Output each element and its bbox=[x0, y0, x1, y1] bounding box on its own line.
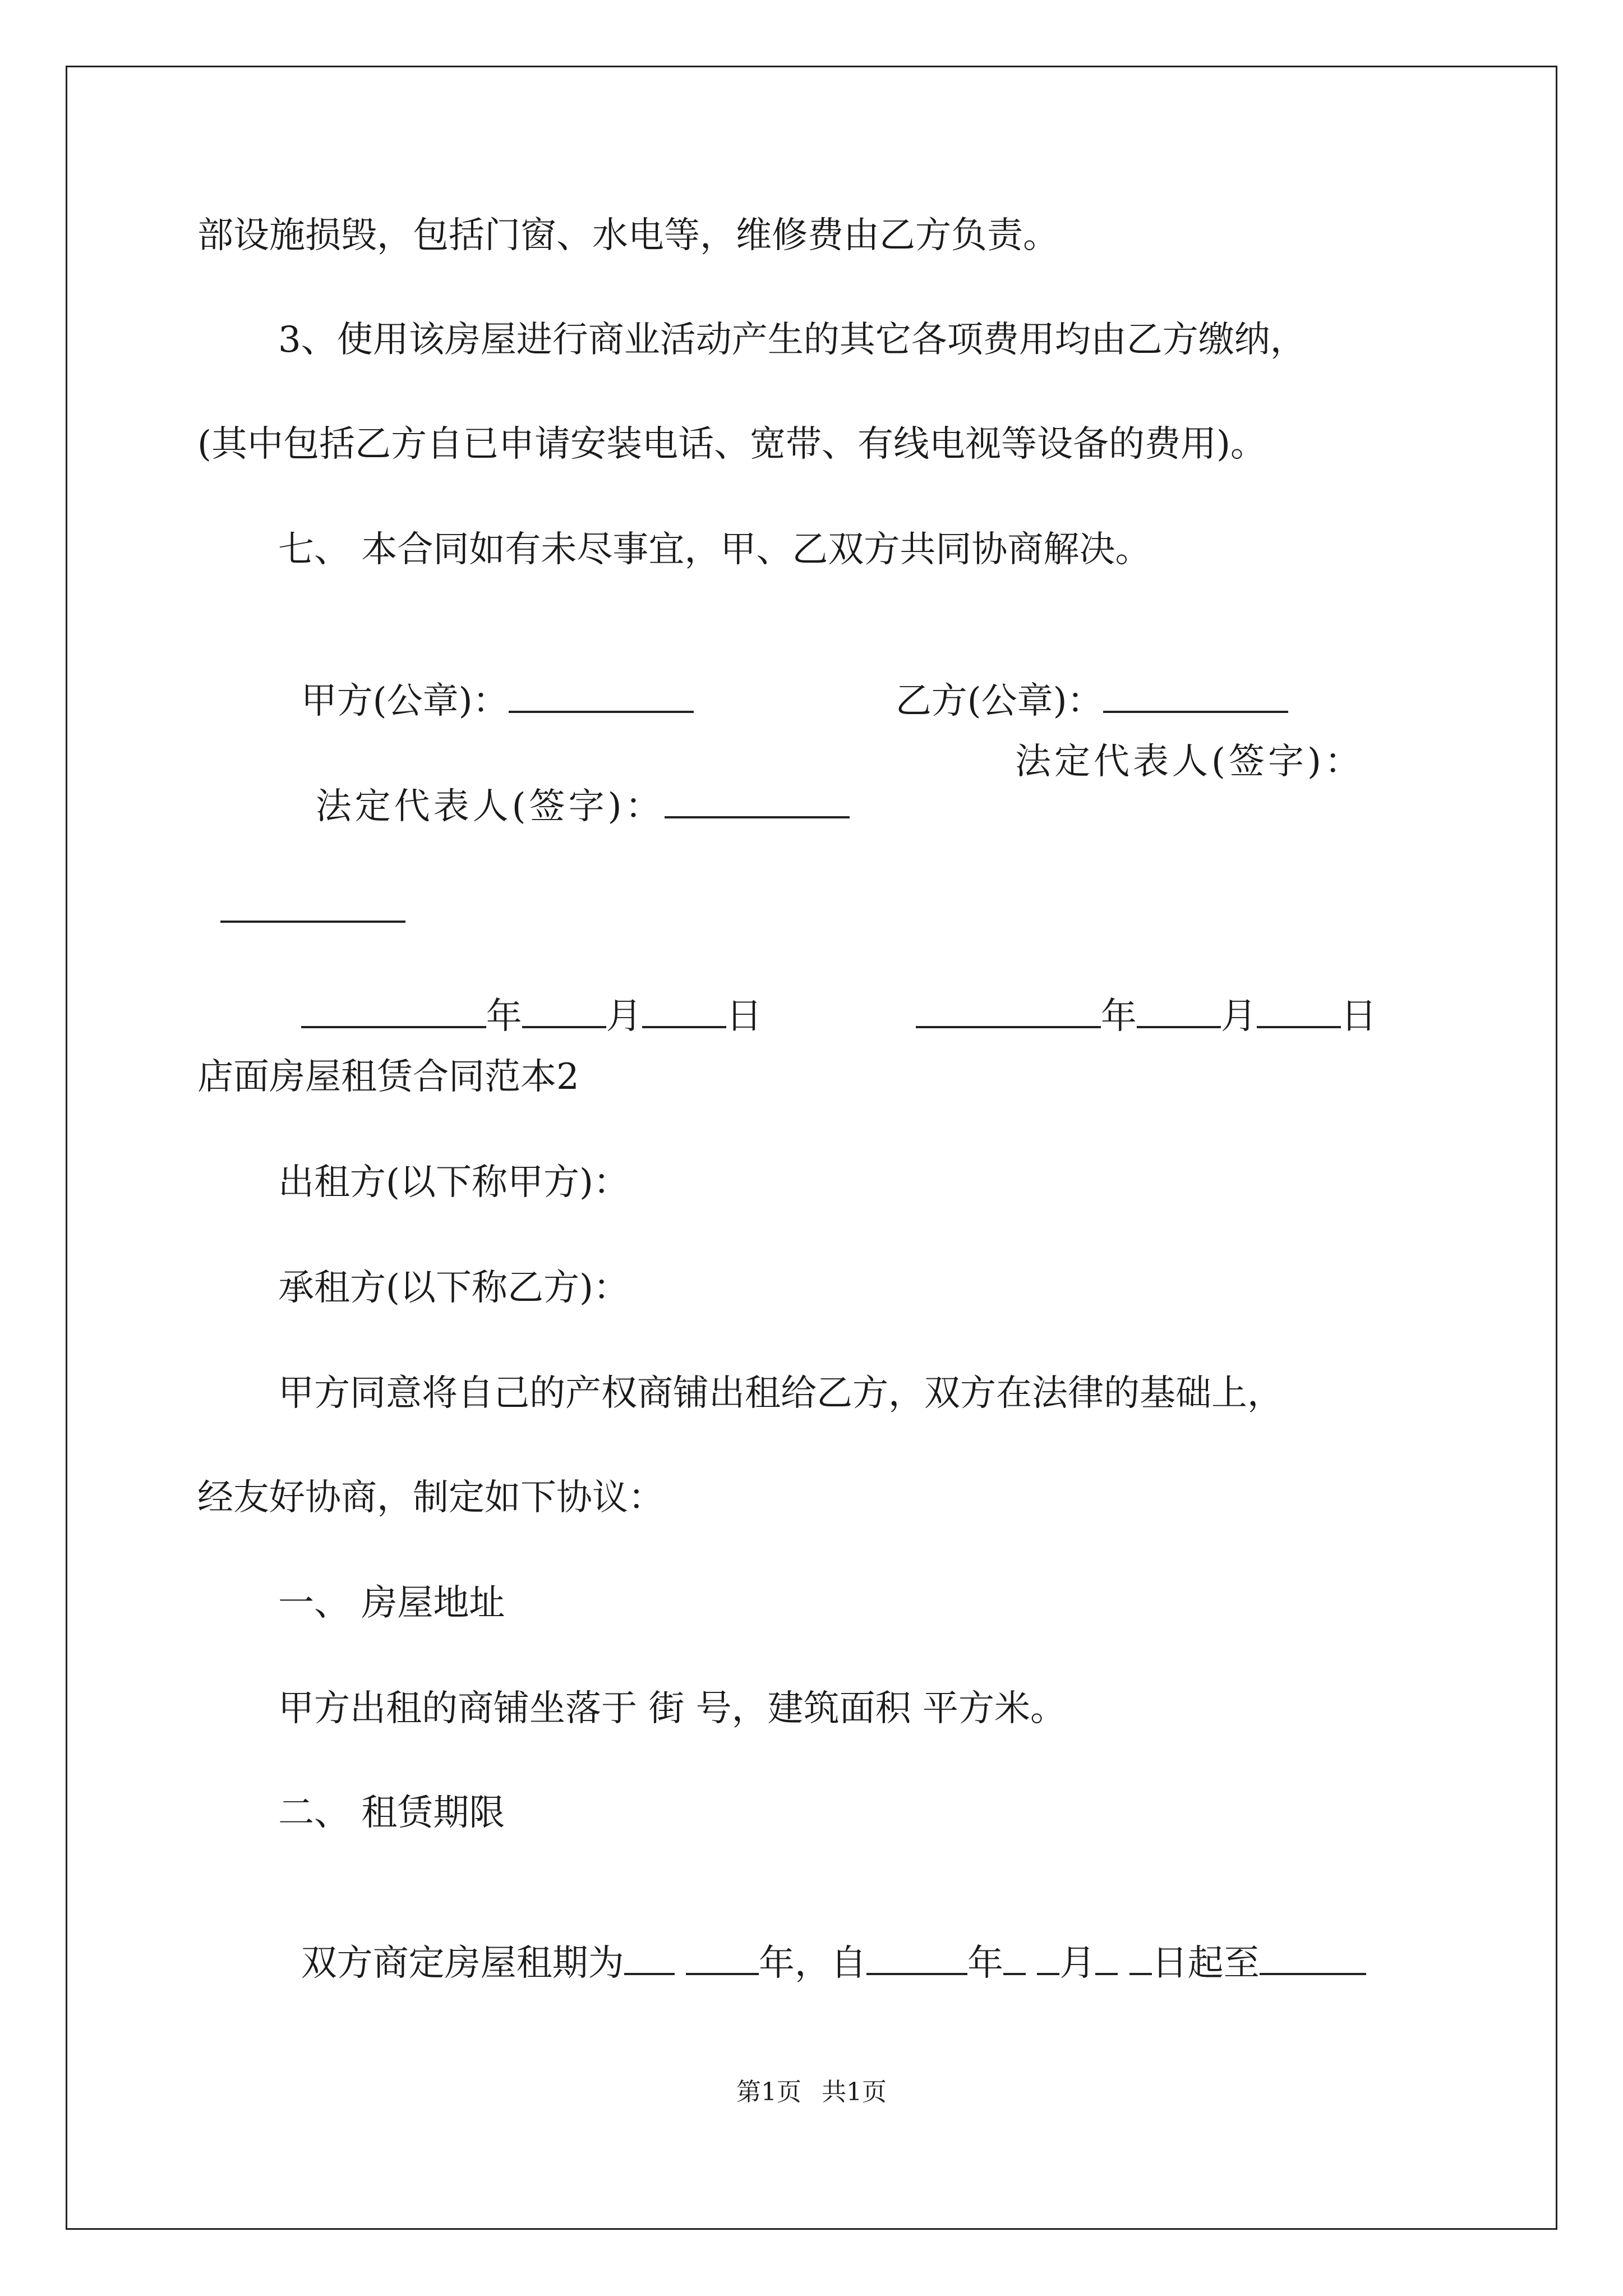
date-b-month-blank bbox=[1137, 995, 1221, 1028]
legal-rep-a-row bbox=[286, 739, 850, 829]
term-label: 双方商定房屋租期为 bbox=[301, 1943, 624, 1984]
legal-rep-b-label: 法定代表人(签字)： bbox=[1015, 741, 1364, 783]
page-total: 共1页 bbox=[822, 2078, 887, 2106]
section-1-heading: 一、 房屋地址 bbox=[278, 1582, 505, 1624]
term-start-month-label: 月 bbox=[1059, 1943, 1096, 1984]
agreement-intro-continuation: 经友好协商，制定如下协议： bbox=[197, 1477, 664, 1519]
term-start-day-blank-1 bbox=[1095, 1941, 1118, 1975]
document-title: 店面房屋租赁合同范本2 bbox=[197, 1056, 579, 1098]
date-a-year-blank bbox=[301, 995, 486, 1028]
term-clause bbox=[278, 1896, 1366, 1986]
term-years-blank-2 bbox=[686, 1941, 759, 1975]
term-end-blank bbox=[1260, 1941, 1366, 1975]
lessee-label: 承租方(以下称乙方)： bbox=[278, 1267, 629, 1309]
date-b-month-label: 月 bbox=[1220, 996, 1257, 1037]
page-footer bbox=[0, 2076, 1623, 2109]
date-a-month-blank bbox=[522, 995, 606, 1028]
clause-3: 3、使用该房屋进行商业活动产生的其它各项费用均由乙方缴纳， bbox=[278, 319, 1306, 361]
term-from-label: 年，自 bbox=[759, 1943, 867, 1984]
legal-rep-a-label: 法定代表人(签字)： bbox=[315, 786, 665, 827]
legal-rep-b-blank-row bbox=[197, 844, 405, 933]
clause-7: 七、 本合同如有未尽事宜，甲、乙双方共同协商解决。 bbox=[278, 529, 1151, 570]
party-b-seal-blank bbox=[1103, 679, 1288, 713]
lessor-label: 出租方(以下称甲方)： bbox=[278, 1162, 629, 1203]
date-a-day-label: 日 bbox=[726, 996, 762, 1037]
legal-rep-b-blank bbox=[220, 889, 405, 923]
date-a-row bbox=[278, 949, 762, 1039]
term-start-day-blank-2 bbox=[1129, 1941, 1152, 1975]
term-start-year-label: 年 bbox=[967, 1943, 1004, 1984]
date-b-row bbox=[893, 949, 1377, 1039]
legal-rep-a-blank bbox=[665, 785, 850, 818]
date-a-month-label: 月 bbox=[606, 996, 642, 1037]
term-start-month-blank-2 bbox=[1037, 1941, 1059, 1975]
term-years-blank-1 bbox=[624, 1941, 675, 1975]
section-2-heading: 二、 租赁期限 bbox=[278, 1792, 505, 1834]
address-clause: 甲方出租的商铺坐落于 街 号，建筑面积 平方米。 bbox=[278, 1688, 1067, 1729]
party-a-seal-row bbox=[278, 634, 694, 724]
party-b-seal-label: 乙方(公章)： bbox=[895, 680, 1103, 722]
date-b-day-blank bbox=[1257, 995, 1341, 1028]
date-a-year-label: 年 bbox=[486, 996, 522, 1037]
page-number: 第1页 bbox=[736, 2078, 801, 2106]
party-a-seal-blank bbox=[509, 679, 694, 713]
date-b-year-blank bbox=[916, 995, 1101, 1028]
party-a-seal-label: 甲方(公章)： bbox=[301, 680, 509, 722]
agreement-intro: 甲方同意将自己的产权商铺出租给乙方，双方在法律的基础上， bbox=[278, 1373, 1283, 1414]
clause-3-continuation: (其中包括乙方自已申请安装电话、宽带、有线电视等设备的费用)。 bbox=[197, 424, 1266, 465]
term-start-year-blank bbox=[866, 1941, 967, 1975]
term-start-month-blank-1 bbox=[1003, 1941, 1026, 1975]
term-start-day-label: 日起至 bbox=[1151, 1943, 1260, 1984]
date-b-day-label: 日 bbox=[1340, 996, 1377, 1037]
date-a-day-blank bbox=[642, 995, 726, 1028]
paragraph-continuation: 部设施损毁，包括门窗、水电等，维修费由乙方负责。 bbox=[197, 215, 1059, 256]
date-b-year-label: 年 bbox=[1100, 996, 1137, 1037]
party-b-seal-row bbox=[873, 634, 1288, 724]
